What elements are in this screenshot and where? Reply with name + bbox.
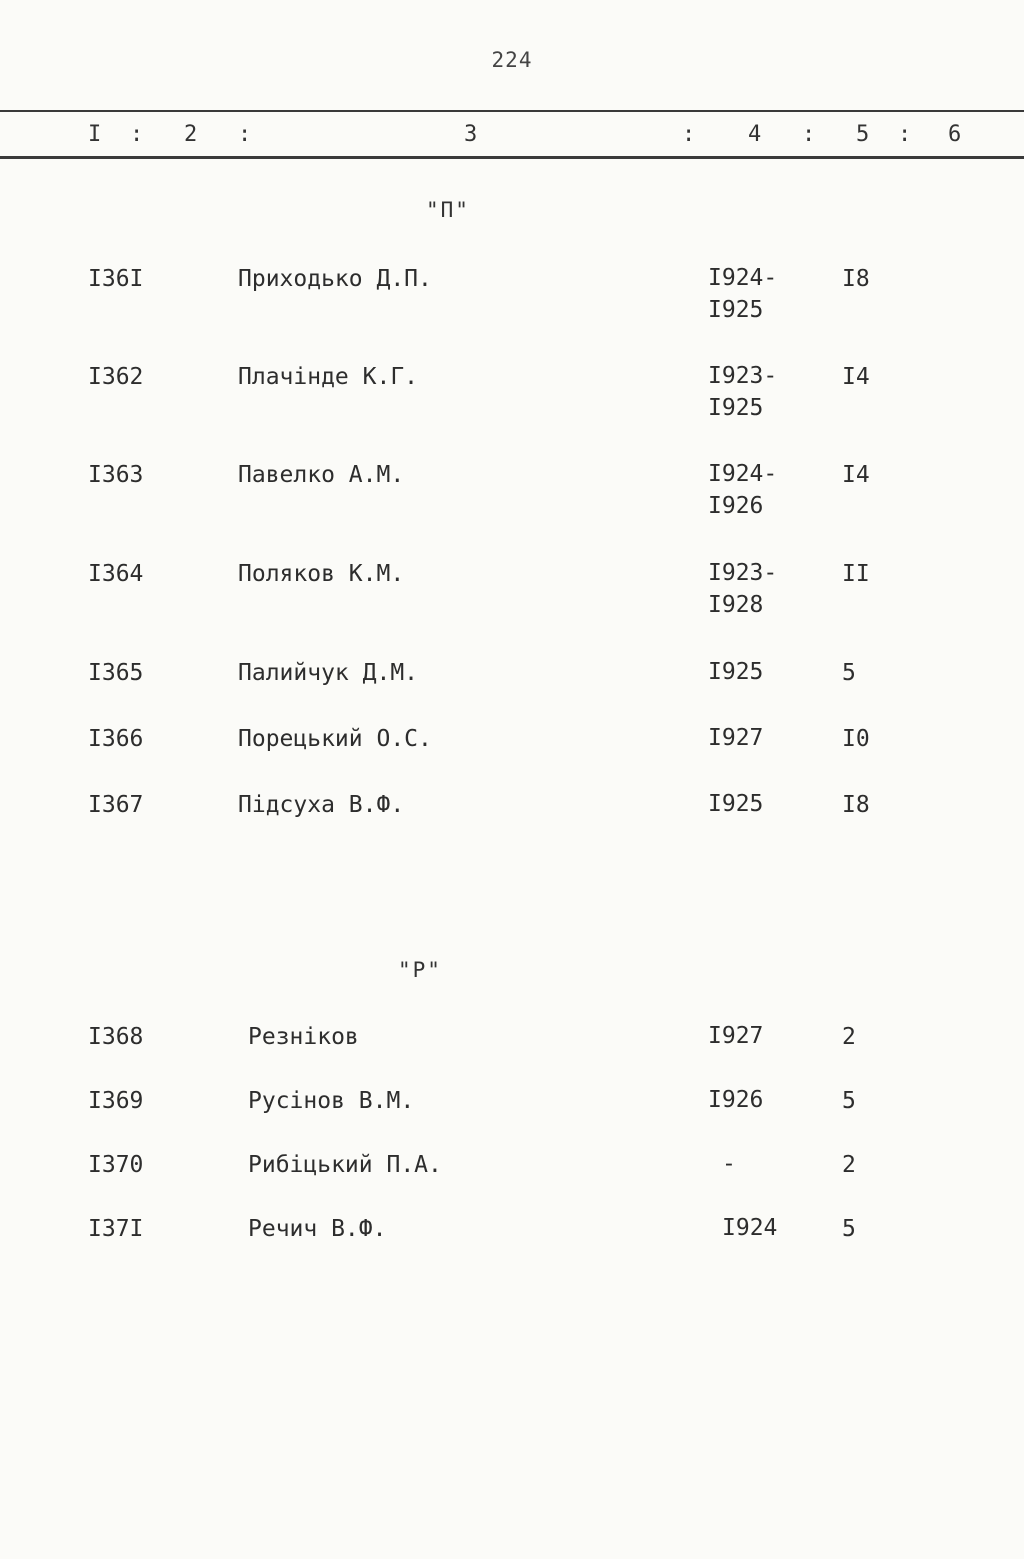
column-header-5: 5 [856,122,870,147]
year-start: I923- [708,363,778,389]
sheet-count: 2 [842,1152,856,1178]
years [708,722,763,754]
case-number: I370 [88,1152,144,1178]
years [708,557,777,621]
year-end: I928 [708,592,764,618]
person-name: Русінов В.М. [248,1088,415,1114]
case-number: I363 [88,462,144,488]
person-name: Плачінде К.Г. [238,364,419,390]
year-start: I927 [708,725,764,751]
table-row [0,364,1024,428]
person-name: Палийчук Д.М. [238,660,419,686]
years [708,1084,763,1116]
case-number: I367 [88,792,144,818]
case-number: I369 [88,1088,144,1114]
sheet-count: II [842,561,870,587]
table-row [0,561,1024,625]
years [708,458,777,522]
header-top-rule [0,110,1024,112]
table-row [0,660,1024,724]
year-start: I924- [708,265,778,291]
year-end: I925 [708,297,764,323]
years [708,262,777,326]
year-end: I925 [708,395,764,421]
person-name: Порецький О.С. [238,726,432,752]
person-name: Павелко А.М. [238,462,405,488]
person-name: Речич В.Ф. [248,1216,387,1242]
table-row [0,462,1024,526]
column-separator-1: : [130,122,144,147]
years [708,656,763,688]
person-name: Приходько Д.П. [238,266,432,292]
person-name: Підсуха В.Ф. [238,792,405,818]
person-name: Поляков К.М. [238,561,405,587]
years [708,788,763,820]
column-separator-2: : [238,122,252,147]
years [708,360,777,424]
person-name: Рибіцький П.А. [248,1152,442,1178]
sheet-count: 5 [842,660,856,686]
page-number: 224 [491,48,533,72]
table-row [0,1152,1024,1216]
sheet-count: I8 [842,266,870,292]
year-start: I924 [722,1215,778,1241]
year-start: I924- [708,461,778,487]
years [722,1148,736,1180]
column-separator-5: : [898,122,912,147]
years [708,1020,763,1052]
column-separator-3: : [682,122,696,147]
table-row [0,792,1024,856]
section-letter: "Р" [398,958,442,982]
sheet-count: 5 [842,1088,856,1114]
table-row [0,266,1024,330]
sheet-count: I4 [842,364,870,390]
case-number: I37I [88,1216,144,1242]
sheet-count: 2 [842,1024,856,1050]
sheet-count: I8 [842,792,870,818]
column-header-2: 2 [184,122,198,147]
case-number: I368 [88,1024,144,1050]
column-header-4: 4 [748,122,762,147]
table-row [0,1216,1024,1280]
table-row [0,1088,1024,1152]
header-bottom-rule [0,156,1024,159]
sheet-count: I0 [842,726,870,752]
table-row [0,726,1024,790]
column-header-1: I [88,122,102,147]
person-name: Резніков [248,1024,359,1050]
year-start: I925 [708,791,764,817]
column-header-3: 3 [464,122,478,147]
column-separator-4: : [802,122,816,147]
years [722,1212,777,1244]
case-number: I36I [88,266,144,292]
sheet-count: I4 [842,462,870,488]
year-end: I926 [708,493,764,519]
case-number: I365 [88,660,144,686]
case-number: I362 [88,364,144,390]
table-row [0,1024,1024,1088]
year-start: - [722,1151,736,1177]
case-number: I366 [88,726,144,752]
year-start: I923- [708,560,778,586]
section-letter: "П" [426,198,470,222]
year-start: I925 [708,659,764,685]
column-header-6: 6 [948,122,962,147]
sheet-count: 5 [842,1216,856,1242]
case-number: I364 [88,561,144,587]
year-start: I927 [708,1023,764,1049]
year-start: I926 [708,1087,764,1113]
